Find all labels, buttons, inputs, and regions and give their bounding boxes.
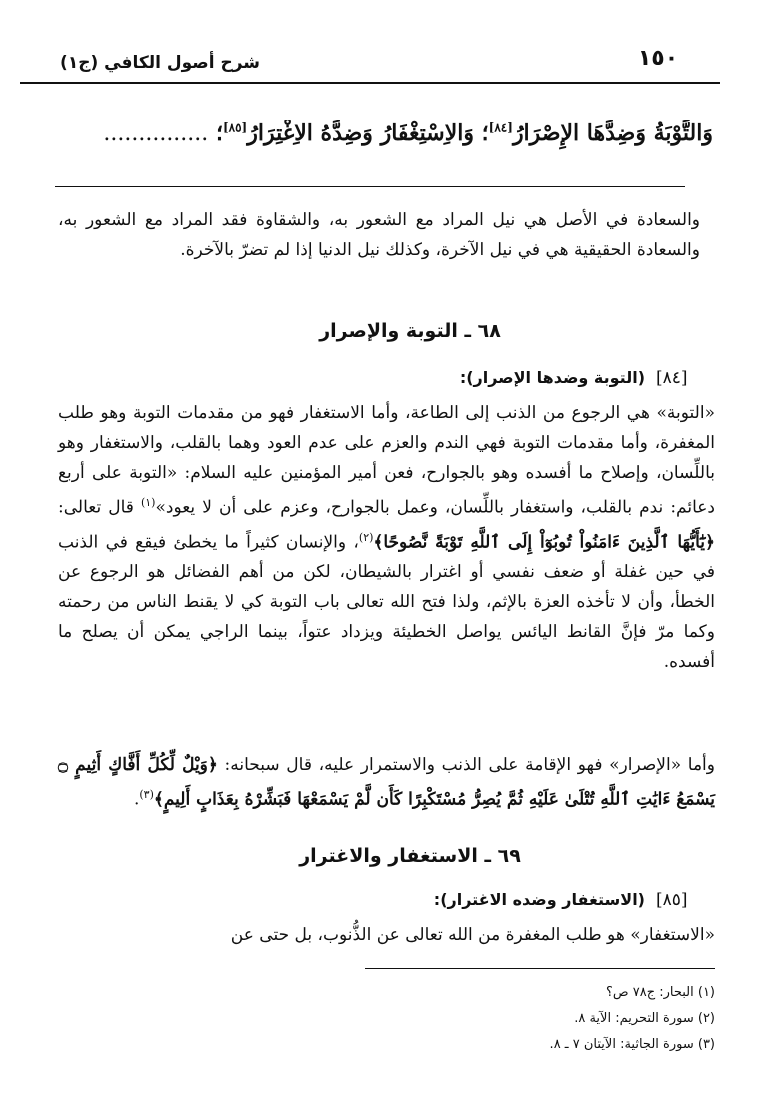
note-84-text-d: وأما «الإصرار» فهو الإقامة على الذنب والاستمرار عليه، قال سبحانه: [217,755,715,775]
section-heading-69: ٦٩ ـ الاستغفار والاغترار [299,845,521,867]
footnote-2: (٢) سورة التحريم: الآية ٨. [574,1011,715,1026]
footnote-3: (٣) سورة الجاثية: الآيتان ٧ ـ ٨. [549,1037,715,1052]
note-84-paragraph-2 [58,750,715,815]
note-tag-85: [٨٥] [656,890,688,910]
note-84-text-a: «التوبة» هي الرجوع من الذنب إلى الطاعة، وأما الاستغفار فهو من مقدمات التوبة وهو طلب المغفرة، وأما مقدمات التوبة فهي الندم والعزم على عدم العود وهما بالقلب، والاستغفار وهو باللِّسان، وإصلاح ما أفسده وهو بالجوارح، فعن أمير المؤمنين عليه السلام: «التوبة على أربع دعائم: ندم بالقلب، واستغفار باللِّسان، وعمل بالجوارح، وعزم على أن لا يعود» [58,403,716,518]
footnote-ref-3: (٣) [139,788,154,801]
footnote-ref-2: (٢) [358,530,374,544]
footnote-ref-1: (١) [140,496,156,509]
note-84-text-e: . [133,789,140,810]
section-heading-68: ٦٨ ـ التوبة والإصرار [319,320,501,342]
note-84-text-b: قال تعالى: [58,497,141,518]
source-rule [55,186,685,187]
source-text-part-2: ؛ وَالاِسْتِغْفَارُ وَضِدَّهُ الاِغْتِرَارُ [247,120,489,146]
running-title: شرح أصول الكافي (ج١) [60,53,260,73]
note-title-85: (الاستغفار وضده الاغترار): [433,890,645,909]
page-number: ١٥٠ [637,46,679,71]
footnote-rule [365,968,715,969]
source-text [45,120,713,170]
note-85-paragraph: «الاستغفار» هو طلب المغفرة من الله تعالى عن الذُّنوب، بل حتى عن [230,925,715,945]
source-dots: ............... [103,121,209,146]
header-rule [20,82,720,84]
note-title-84: (التوبة وضدها الإصرار): [459,368,645,387]
quran-verse-1: ﴿يَٰٓأَيُّهَا ٱلَّذِينَ ءَامَنُواْ تُوبُوٓاْ إِلَى ٱللَّهِ تَوْبَةً نَّصُوحًا﴾ [373,532,715,553]
note-84-paragraph [58,398,715,677]
footnote-1: (١) البحار: ج٧٨ ص؟ [605,985,715,1000]
note-84-text-c: ، والإنسان كثيراً ما يخطئ فيقع في الذنب في حين غفلة أو ضعف نفسي أو اغترار بالشيطان، لكن من أهم الفضائل هو الرجوع عن الخطأ، وأن لا تأخذه العزة بالإثم، ولذا فتح الله تعالى باب التوبة كي لا يقنط الناس من رحمته وكما مرّ فإنَّ القانط اليائس يواصل الخطيئة ويزداد عتواً، بينما الراجي يمكن أن يصلح ما أفسده. [58,532,715,673]
source-text-part-1: وَالتَّوْبَةُ وَضِدَّهَا الإِصْرَارُ [512,120,713,146]
source-text-part-3: ؛ [215,120,223,146]
note-tag-84: [٨٤] [656,368,688,388]
source-ref-85: [٨٥] [222,120,248,135]
quran-verse-2: ﴿وَيْلٌ لِّكُلِّ أَفَّاكٍ أَثِيمٍ ۝ يَسْمَعُ ءَايَٰتِ ٱللَّهِ تُتْلَىٰ عَلَيْهِ ثُمَّ يُصِرُّ مُسْتَكْبِرًا كَأَن لَّمْ يَسْمَعْهَا فَبَشِّرْهُ بِعَذَابٍ أَلِيمٍ﴾ [58,755,715,810]
source-ref-84: [٨٤] [488,120,513,135]
intro-paragraph: والسعادة في الأصل هي نيل المراد مع الشعور به، والشقاوة فقد المراد مع الشعور به، والسعادة الحقيقية هي في نيل الآخرة، وكذلك نيل الدنيا إذا لم تضرّ بالآخرة. [58,210,700,260]
